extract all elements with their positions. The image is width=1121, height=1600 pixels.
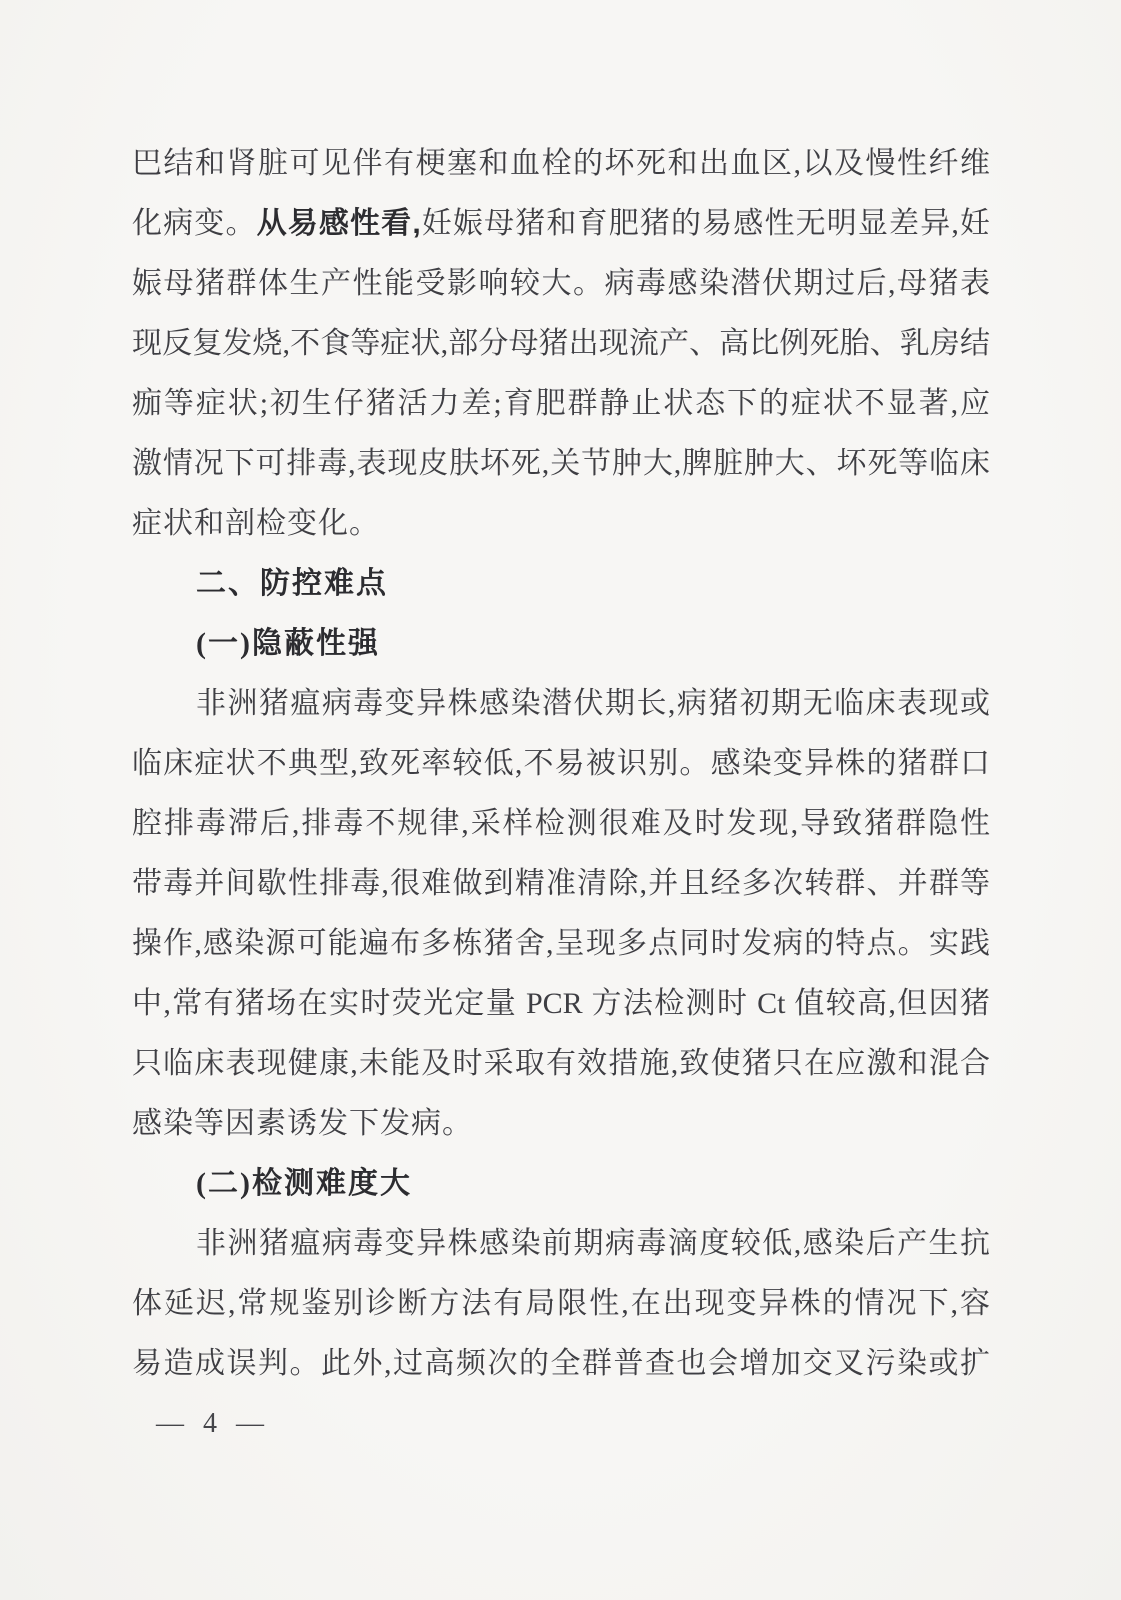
subsection-heading-1: (一)隐蔽性强 xyxy=(196,627,380,660)
paragraph-1 xyxy=(132,134,990,554)
paragraph-line: 症状和剖检变化。 xyxy=(132,507,380,540)
body-text: 妊娠母猪和育肥猪的易感性无明显差异,妊 xyxy=(420,207,990,240)
bold-phrase: 从易感性看, xyxy=(256,207,421,240)
paragraph-line: 操作,感染源可能遍布多栋猪舍,呈现多点同时发病的特点。实践 xyxy=(132,927,990,960)
paragraph-line xyxy=(132,194,990,254)
paragraph-line: 只临床表现健康,未能及时采取有效措施,致使猪只在应激和混合 xyxy=(132,1047,990,1080)
paragraph-3 xyxy=(132,1214,990,1394)
paragraph-line: 激情况下可排毒,表现皮肤坏死,关节肿大,脾脏肿大、坏死等临床 xyxy=(132,447,990,480)
paragraph-line: 体延迟,常规鉴别诊断方法有局限性,在出现变异株的情况下,容 xyxy=(132,1287,990,1320)
paragraph-line: 临床症状不典型,致死率较低,不易被识别。感染变异株的猪群口 xyxy=(132,747,990,780)
paragraph-line: 易造成误判。此外,过高频次的全群普查也会增加交叉污染或扩 xyxy=(132,1347,990,1380)
paragraph-line: 巴结和肾脏可见伴有梗塞和血栓的坏死和出血区,以及慢性纤维 xyxy=(132,147,990,180)
paragraph-line: 感染等因素诱发下发病。 xyxy=(132,1107,473,1140)
paragraph-line: 带毒并间歇性排毒,很难做到精准清除,并且经多次转群、并群等 xyxy=(132,867,990,900)
paragraph-line: 非洲猪瘟病毒变异株感染潜伏期长,病猪初期无临床表现或 xyxy=(196,687,990,720)
paragraph-line: 中,常有猪场在实时荧光定量 PCR 方法检测时 Ct 值较高,但因猪 xyxy=(132,987,990,1020)
subsection-heading-2: (二)检测难度大 xyxy=(196,1167,412,1200)
paragraph-line: 腔排毒滞后,排毒不规律,采样检测很难及时发现,导致猪群隐性 xyxy=(132,807,990,840)
paragraph-2 xyxy=(132,674,990,1154)
paragraph-line: 非洲猪瘟病毒变异株感染前期病毒滴度较低,感染后产生抗 xyxy=(196,1227,990,1260)
paragraph-line: 痂等症状;初生仔猪活力差;育肥群静止状态下的症状不显著,应 xyxy=(132,387,990,420)
section-heading-2: 二、防控难点 xyxy=(196,567,388,600)
paragraph-line: 现反复发烧,不食等症状,部分母猪出现流产、高比例死胎、乳房结 xyxy=(132,327,990,360)
body-text: 化病变。 xyxy=(132,207,257,240)
page-footer xyxy=(132,1394,990,1454)
paragraph-line: 娠母猪群体生产性能受影响较大。病毒感染潜伏期过后,母猪表 xyxy=(132,267,990,300)
page-number: — 4 — xyxy=(156,1408,270,1439)
